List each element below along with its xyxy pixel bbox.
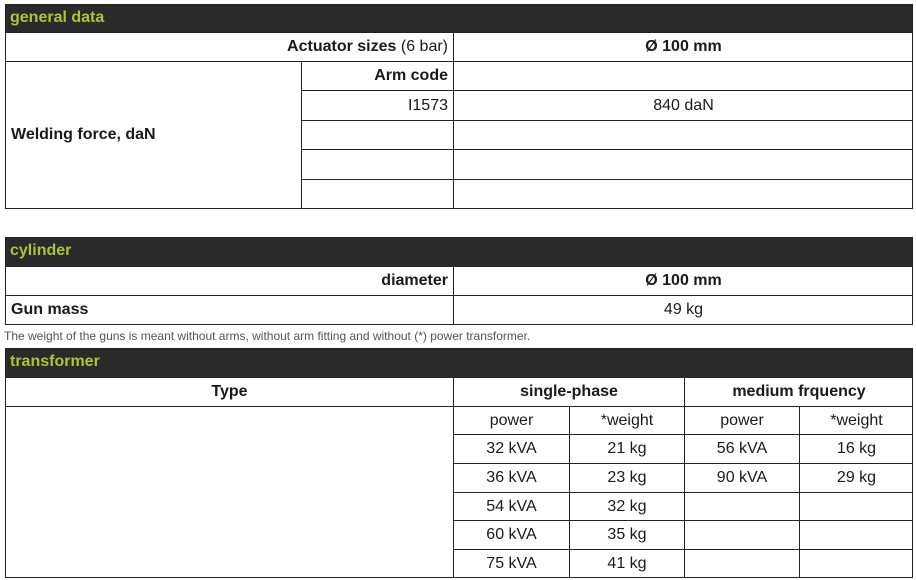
welding-force-value	[453, 149, 913, 179]
actuator-size-label-cell	[5, 32, 453, 61]
actuator-size-label: Actuator sizes	[287, 38, 397, 55]
transformer-header	[5, 348, 913, 377]
mf-power-cell: 90 kVA	[684, 463, 799, 492]
mf-weight-cell: 29 kg	[799, 463, 913, 492]
mf-weight-header: *weight	[799, 406, 913, 434]
transformer-title: transformer	[10, 353, 100, 370]
single-phase-header: single-phase	[453, 377, 684, 406]
actuator-size-value: Ø 100 mm	[453, 32, 913, 61]
mf-weight-cell: 16 kg	[799, 434, 913, 463]
type-blank-cell	[5, 406, 453, 577]
mf-power-cell	[684, 492, 799, 520]
sp-weight-header: *weight	[569, 406, 684, 434]
welding-force-label: Welding force, daN	[5, 61, 301, 208]
diameter-label: diameter	[5, 266, 453, 295]
weight-footnote: The weight of the guns is meant without arms, without arm fitting and without (*) power transformer.	[4, 329, 531, 343]
mf-power-header: power	[684, 406, 799, 434]
sp-weight-cell: 41 kg	[569, 549, 684, 577]
sp-power-cell: 75 kVA	[453, 549, 569, 577]
mf-power-cell	[684, 549, 799, 577]
sp-power-cell: 36 kVA	[453, 463, 569, 492]
actuator-size-unit: (6 bar)	[400, 38, 448, 55]
arm-code-cell	[301, 120, 453, 149]
arm-code-header: Arm code	[301, 61, 453, 90]
gun-mass-value: 49 kg	[453, 295, 913, 324]
mf-weight-cell	[799, 520, 913, 549]
sp-weight-cell: 23 kg	[569, 463, 684, 492]
medium-frequency-header: medium frquency	[684, 377, 913, 406]
cylinder-header	[5, 237, 913, 266]
welding-force-value	[453, 120, 913, 149]
type-header: Type	[5, 377, 453, 406]
sp-weight-cell: 35 kg	[569, 520, 684, 549]
mf-power-cell: 56 kVA	[684, 434, 799, 463]
arm-code-cell: I1573	[301, 90, 453, 120]
sp-power-cell: 60 kVA	[453, 520, 569, 549]
welding-force-value	[453, 179, 913, 208]
gun-mass-label: Gun mass	[5, 295, 453, 324]
arm-code-blank-cell	[453, 61, 913, 90]
cylinder-title: cylinder	[10, 242, 72, 259]
sp-power-header: power	[453, 406, 569, 434]
mf-weight-cell	[799, 549, 913, 577]
welding-force-value: 840 daN	[453, 90, 913, 120]
arm-code-cell	[301, 179, 453, 208]
mf-power-cell	[684, 520, 799, 549]
sp-power-cell: 32 kVA	[453, 434, 569, 463]
mf-weight-cell	[799, 492, 913, 520]
general-data-title: general data	[10, 9, 105, 26]
sp-weight-cell: 21 kg	[569, 434, 684, 463]
diameter-value: Ø 100 mm	[453, 266, 913, 295]
general-data-header	[5, 4, 913, 32]
sp-power-cell: 54 kVA	[453, 492, 569, 520]
sp-weight-cell: 32 kg	[569, 492, 684, 520]
arm-code-cell	[301, 149, 453, 179]
